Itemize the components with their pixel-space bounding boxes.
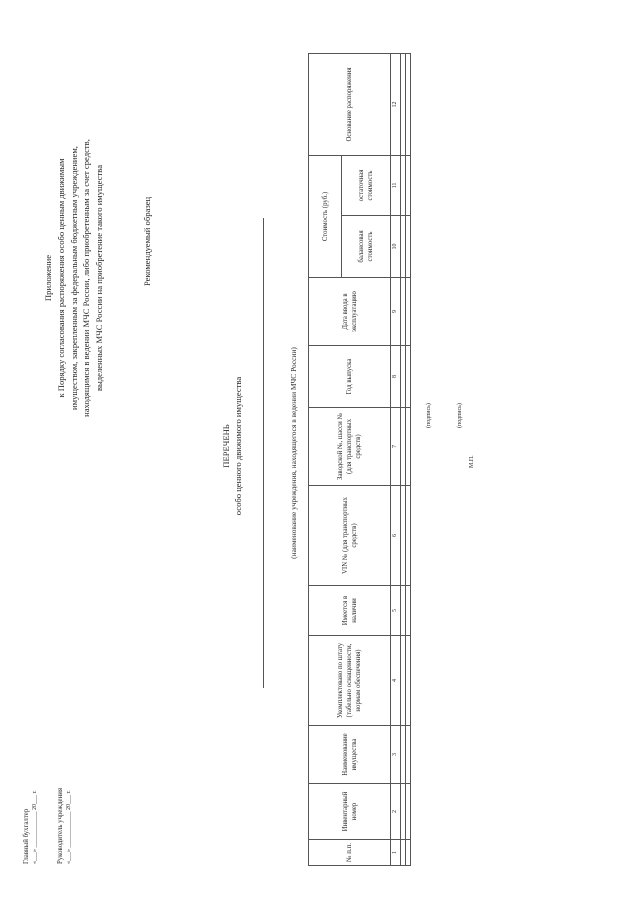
column-number: 9 (391, 278, 401, 346)
table-row (406, 53, 411, 865)
recommended-sample-label: Рекомендуемый образец (142, 196, 152, 286)
date-year-suffix: г. (66, 790, 72, 794)
column-number: 4 (391, 636, 401, 726)
header-number: № п.п. (309, 840, 391, 866)
table-cell (406, 408, 411, 486)
table-cell (406, 346, 411, 408)
annex-line: к Порядку согласования распоряжения особо ценным движимым (55, 158, 66, 398)
table-cell (406, 278, 411, 346)
property-table (308, 53, 411, 866)
header-book-value: балансовая стоимость (342, 216, 391, 278)
column-number: 5 (391, 586, 401, 636)
head-label: Руководитель учреждения (57, 788, 64, 864)
column-number: 6 (391, 486, 401, 586)
column-number: 2 (391, 784, 401, 840)
table-cell (406, 586, 411, 636)
table-cell (406, 784, 411, 840)
column-number: 10 (391, 216, 401, 278)
column-number: 12 (391, 53, 401, 155)
table-cell (406, 53, 411, 155)
date-year-suffix: г. (32, 790, 38, 794)
document-title (220, 316, 244, 576)
chief-accountant-date: «___» ____________ 20___ г. (32, 790, 38, 864)
annex-line: выделенных МЧС России на приобретение такого имущества (94, 164, 105, 392)
signature-caption-head: (подпись) (457, 403, 463, 428)
date-year: 20___ (66, 795, 72, 810)
header-cost-group: Стоимость (руб.) (309, 155, 342, 277)
table-cell (406, 486, 411, 586)
header-residual-value: остаточная стоимость (342, 155, 391, 215)
stamp-label: М.П. (469, 455, 475, 468)
header-commission-date: Дата ввода в эксплуатацию (309, 278, 391, 346)
table-cell (406, 840, 411, 866)
table-cell (406, 726, 411, 784)
column-number: 7 (391, 408, 401, 486)
column-number: 8 (391, 346, 401, 408)
header-property-name: Наименование имущества (309, 726, 391, 784)
title-line-2: особо ценного движимого имущества (233, 376, 243, 516)
column-number: 3 (391, 726, 401, 784)
head-block (56, 788, 74, 864)
column-number-row (391, 53, 401, 865)
table-cell (406, 636, 411, 726)
table-cell (406, 155, 411, 215)
header-inventory-number: Инвентарный номер (309, 784, 391, 840)
table-cell (406, 216, 411, 278)
header-available: Имеется в наличии (309, 586, 391, 636)
header-staffing: Укомплектовано по штату (табельно оснащенности, нормам обеспечения) (309, 636, 391, 726)
column-number: 11 (391, 155, 401, 215)
table-header-row (309, 53, 342, 865)
chief-accountant-label: Главный бухгалтер (23, 808, 30, 864)
annex-block (42, 48, 106, 508)
header-year: Год выпуска (309, 346, 391, 408)
institution-caption: (наименование учреждения, находящегося в ведении МЧС России) (289, 347, 298, 559)
date-day: «___» (66, 849, 72, 864)
signature-caption-accountant: (подпись) (426, 403, 432, 428)
header-basis: Основание распоряжения (309, 53, 391, 155)
header-serial-number: Заводской №, шасси № (для транспортных средств) (309, 408, 391, 486)
annex-heading: Приложение (43, 254, 53, 302)
institution-name-line (263, 218, 264, 688)
chief-accountant-block (22, 790, 40, 864)
annex-line: находящимся в ведении МЧС России, либо приобретенным за счет средств, (81, 139, 92, 417)
annex-line: имуществом, закрепленным за федеральным бюджетным учреждением, (68, 146, 79, 410)
title-line-1: ПЕРЕЧЕНЬ (221, 424, 231, 468)
head-date: «___» ____________ 20___ г. (66, 790, 72, 864)
date-year: 20___ (32, 795, 38, 810)
column-number: 1 (391, 840, 401, 866)
date-day: «___» (32, 849, 38, 864)
header-vin: VIN № (для транспортных средств) (309, 486, 391, 586)
